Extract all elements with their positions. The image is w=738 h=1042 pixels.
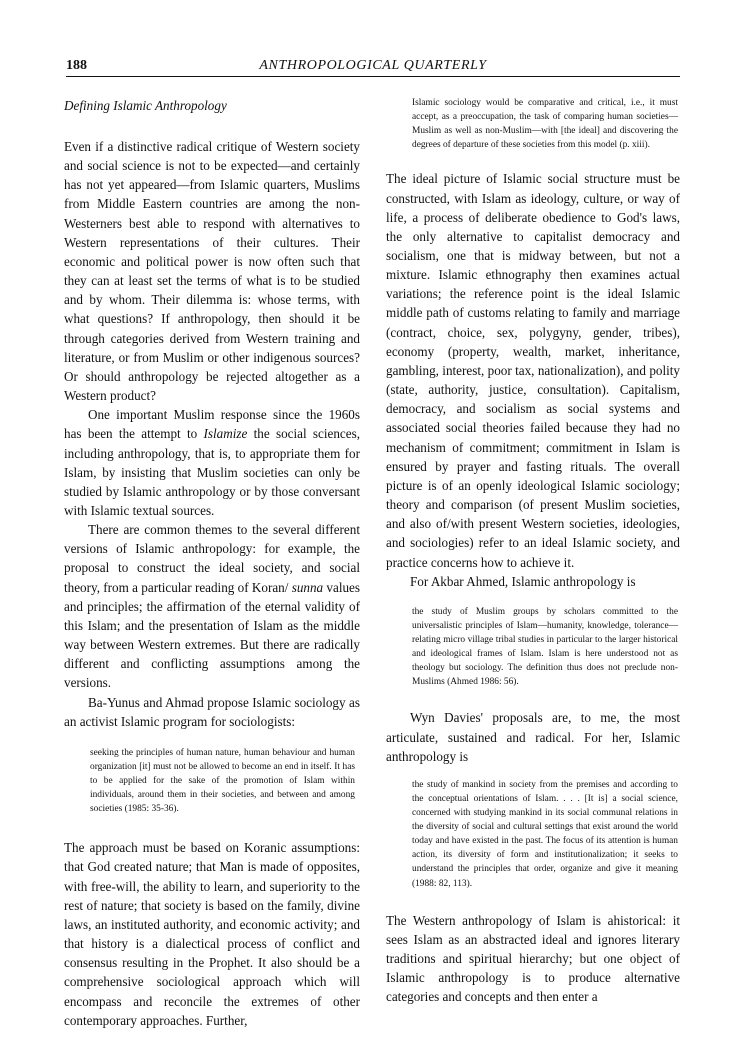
paragraph: For Akbar Ahmed, Islamic anthropology is — [410, 573, 636, 589]
page-number: 188 — [66, 58, 87, 73]
block-quote: seeking the principles of human nature, human behaviour and human organization [it] must not be allowed to become an end in itself. It has to be applied for the sake of the promotion of Islam within individuals, around them in their societies, and between and among societies (1985: 35-36). — [90, 747, 355, 815]
page-header — [66, 58, 680, 78]
header-rule — [66, 76, 680, 77]
paragraph: The approach must be based on Koranic assumptions: that God created nature; that Man is made of opposites, with free-will, the ability to learn, and superiority to the rest of nature; that society is based on the family, divine laws, an instituted authority, and economic activity; and that history is a dialectical process of conflict and consensus resulting in the Prophet. It also should be a comprehensive sociological approach which will encompass and reconcile the extremes of other contemporary approaches. Further, — [64, 840, 360, 1028]
block-quote: Islamic sociology would be comparative and critical, i.e., it must accept, as a preoccupation, the task of comparing human societies—Muslim as well as non-Muslim—with [the ideal] and discovering the degrees of departure of these societies from this model (p. xiii). — [412, 98, 678, 151]
paragraph: Wyn Davies' proposals are, to me, the most articulate, sustained and radical. For her, Islamic anthropology is — [386, 710, 680, 764]
block-quote: the study of Muslim groups by scholars committed to the universalistic principles of Islam—humanity, knowledge, tolerance—relating micro village tribal studies in particular to the larger historical and ideological frames of Islam. Islam is here understood not as theology but sociology. The definition thus does not preclude non-Muslims (Ahmed 1986: 56). — [412, 606, 678, 688]
block-quote: the study of mankind in society from the premises and according to the conceptual orientations of Islam. . . . [It is] a social science, concerned with studying mankind in its social communal relations in the diversity of social and cultural settings that exist around the world today and have existed in the past. The focus of its attention is human action, its diversity of form and institutionalization; it seeks to understand the principles that order, organize and give it meaning (1988: 82, 113). — [412, 779, 678, 889]
left-column — [64, 96, 360, 1030]
paragraph: There are common themes to the several different versions of Islamic anthropology: for example, the proposal to construct the ideal society, and social theory, from a particular reading of Koran/ sunna values and principles; the affirmation of the eternal validity of this Islam; and the presentation of Islam as the middle way between Western extremes. But there are radically different and conflicting assumptions among the versions. — [64, 522, 361, 691]
paragraph: One important Muslim response since the 1960s has been the attempt to Islamize the social sciences, including anthropology, that is, to appropriate them for Islam, by insisting that Muslim societies can only be studied by Islamic anthropology or by those conversant with Islamic textual sources. — [64, 407, 360, 518]
running-title: ANTHROPOLOGICAL QUARTERLY — [259, 58, 487, 73]
paragraph: The ideal picture of Islamic social structure must be constructed, with Islam as ideology, culture, or way of life, a process of deliberate obedience to God's laws, the only alternative to capitalist democracy and socialism, one that is midway between, but not a mixture. Islamic ethnography then examines actual variations; the reference point is the ideal Islamic middle path of customs relating to family and marriage (contract, choice, sex, polygyny, gender, tribes), economy (property, wealth, market, inheritance, gambling, interest, poor tax, nationalization), and polity (state, authority, justice, consultation). Capitalism, democracy, and socialism as social systems and associated social theories failed because they had no mechanism of commitment; commitment in Islam is ensured by prayer and fasting rituals. The overall picture is of an openly ideological Islamic sociology; theory and comparison (of present Muslim societies, and also of/with present Western societies, ideologies, and sociologies) refer to an ideal Islamic society, and practice concerns how to achieve it. — [386, 171, 680, 570]
section-heading: Defining Islamic Anthropology — [64, 98, 227, 113]
paragraph: Ba-Yunus and Ahmad propose Islamic sociology as an activist Islamic program for sociologists: — [64, 694, 360, 729]
paragraph: The Western anthropology of Islam is ahistorical: it sees Islam as an abstracted ideal and ignores literary traditions and spiritual hierarchy; but one object of Islamic anthropology is to produce alternative categories and concepts and then enter a — [386, 912, 680, 1005]
paragraph: Even if a distinctive radical critique of Western society and social science is not to be expected—and certainly has not yet appeared—from Islamic quarters, Muslims from Middle Eastern countries are among the non-Westerners best able to respond with alternatives to Western representations of their cultures. Their economic and political power is now often such that they can at least set the terms of what is to be studied and by whom. Their dilemma is: whose terms, with what questions? If anthropology, then should it be through categories derived from Western training and literature, or from Muslim or other indigenous sources? Or should anthropology be rejected altogether as a Western product? — [64, 139, 360, 404]
right-column — [386, 96, 680, 1006]
